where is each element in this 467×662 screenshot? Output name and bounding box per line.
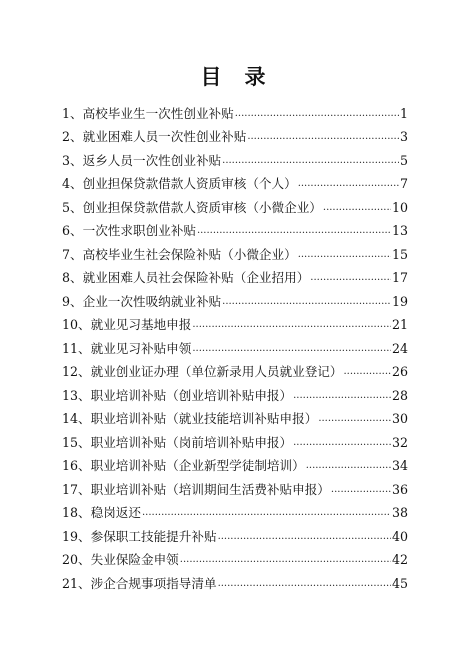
toc-leader-dots — [197, 224, 391, 238]
toc-entry-label: 20、失业保险金申领 — [62, 552, 179, 567]
toc-entry[interactable] — [62, 286, 408, 310]
toc-entry[interactable] — [62, 474, 408, 498]
toc-entry-label: 13、职业培训补贴（创业培训补贴申报） — [62, 387, 293, 403]
toc-entry-label: 16、职业培训补贴（企业新型学徒制培训） — [62, 458, 305, 473]
toc-entry-label: 3、返乡人员一次性创业补贴 — [62, 152, 222, 168]
toc-entry-page-number: 24 — [391, 340, 408, 356]
toc-leader-dots — [331, 483, 391, 497]
toc-leader-dots — [222, 154, 399, 168]
toc-entry-page-number: 26 — [391, 364, 408, 379]
toc-entry-page-number: 34 — [391, 458, 408, 473]
toc-entry-label: 11、就业见习补贴申领 — [62, 340, 192, 356]
toc-entry-page-number: 19 — [391, 293, 408, 309]
toc-entry-page-number: 7 — [399, 176, 408, 191]
toc-entry-label: 7、高校毕业生社会保险补贴（小微企业） — [62, 246, 297, 262]
toc-entry-label: 8、就业困难人员社会保险补贴（企业招用） — [62, 270, 310, 285]
toc-leader-dots — [180, 553, 391, 567]
toc-entry-page-number: 30 — [391, 411, 408, 426]
toc-entry-page-number: 32 — [391, 434, 408, 450]
toc-leader-dots — [298, 248, 391, 262]
toc-entry-label: 17、职业培训补贴（培训期间生活费补贴申报） — [62, 481, 330, 497]
toc-entry[interactable] — [62, 521, 408, 545]
toc-leader-dots — [293, 436, 391, 450]
toc-entry[interactable] — [62, 239, 408, 263]
toc-entry-page-number: 3 — [399, 129, 408, 144]
toc-title: 目 录 — [200, 64, 267, 89]
toc-entry-page-number: 1 — [399, 105, 408, 121]
toc-entry-label: 18、稳岗返还 — [62, 505, 141, 520]
toc-entry-page-number: 45 — [391, 575, 408, 591]
table-of-contents — [62, 98, 408, 592]
toc-entry-label: 6、一次性求职创业补贴 — [62, 223, 196, 238]
toc-entry[interactable] — [62, 333, 408, 357]
toc-entry-page-number: 17 — [391, 270, 408, 285]
toc-entry[interactable] — [62, 427, 408, 451]
toc-entry-label: 14、职业培训补贴（就业技能培训补贴申报） — [62, 411, 318, 426]
toc-leader-dots — [235, 107, 399, 121]
toc-entry-page-number: 13 — [391, 223, 408, 238]
toc-entry[interactable] — [62, 451, 408, 475]
toc-entry-label: 12、就业创业证办理（单位新录用人员就业登记） — [62, 364, 343, 379]
toc-entry[interactable] — [62, 263, 408, 287]
toc-leader-dots — [318, 412, 391, 426]
toc-entry[interactable] — [62, 169, 408, 193]
toc-entry[interactable] — [62, 357, 408, 381]
toc-leader-dots — [306, 459, 391, 473]
toc-entry-page-number: 38 — [391, 505, 408, 520]
toc-leader-dots — [323, 201, 391, 215]
toc-entry-page-number: 10 — [391, 199, 408, 215]
toc-leader-dots — [293, 389, 391, 403]
toc-entry-page-number: 36 — [391, 481, 408, 497]
toc-entry[interactable] — [62, 498, 408, 522]
toc-leader-dots — [222, 295, 391, 309]
toc-leader-dots — [192, 342, 391, 356]
toc-leader-dots — [142, 506, 391, 520]
toc-entry[interactable] — [62, 380, 408, 404]
toc-leader-dots — [298, 177, 399, 191]
toc-leader-dots — [344, 365, 391, 379]
toc-entry-label: 21、涉企合规事项指导清单 — [62, 575, 217, 591]
toc-entry-page-number: 15 — [391, 246, 408, 262]
toc-entry-label: 5、创业担保贷款借款人资质审核（小微企业） — [62, 199, 322, 215]
toc-entry[interactable] — [62, 568, 408, 592]
toc-entry-label: 19、参保职工技能提升补贴 — [62, 528, 217, 544]
toc-entry[interactable] — [62, 545, 408, 569]
toc-leader-dots — [310, 271, 391, 285]
toc-entry[interactable] — [62, 404, 408, 428]
toc-entry[interactable] — [62, 192, 408, 216]
toc-entry-label: 1、高校毕业生一次性创业补贴 — [62, 105, 234, 121]
toc-entry-label: 4、创业担保贷款借款人资质审核（个人） — [62, 176, 297, 191]
toc-entry-page-number: 5 — [399, 152, 408, 168]
toc-entry[interactable] — [62, 145, 408, 169]
toc-entry-label: 10、就业见习基地申报 — [62, 317, 192, 332]
toc-leader-dots — [192, 318, 391, 332]
toc-entry[interactable] — [62, 216, 408, 240]
toc-entry[interactable] — [62, 98, 408, 122]
toc-entry-label: 2、就业困难人员一次性创业补贴 — [62, 129, 247, 144]
toc-leader-dots — [218, 577, 391, 591]
toc-entry[interactable] — [62, 310, 408, 334]
toc-entry-label: 15、职业培训补贴（岗前培训补贴申报） — [62, 434, 293, 450]
toc-leader-dots — [218, 530, 391, 544]
toc-entry-page-number: 28 — [391, 387, 408, 403]
toc-entry-page-number: 40 — [391, 528, 408, 544]
toc-entry-label: 9、企业一次性吸纳就业补贴 — [62, 293, 222, 309]
toc-entry-page-number: 21 — [391, 317, 408, 332]
toc-leader-dots — [247, 130, 399, 144]
toc-entry-page-number: 42 — [391, 552, 408, 567]
toc-entry[interactable] — [62, 122, 408, 146]
